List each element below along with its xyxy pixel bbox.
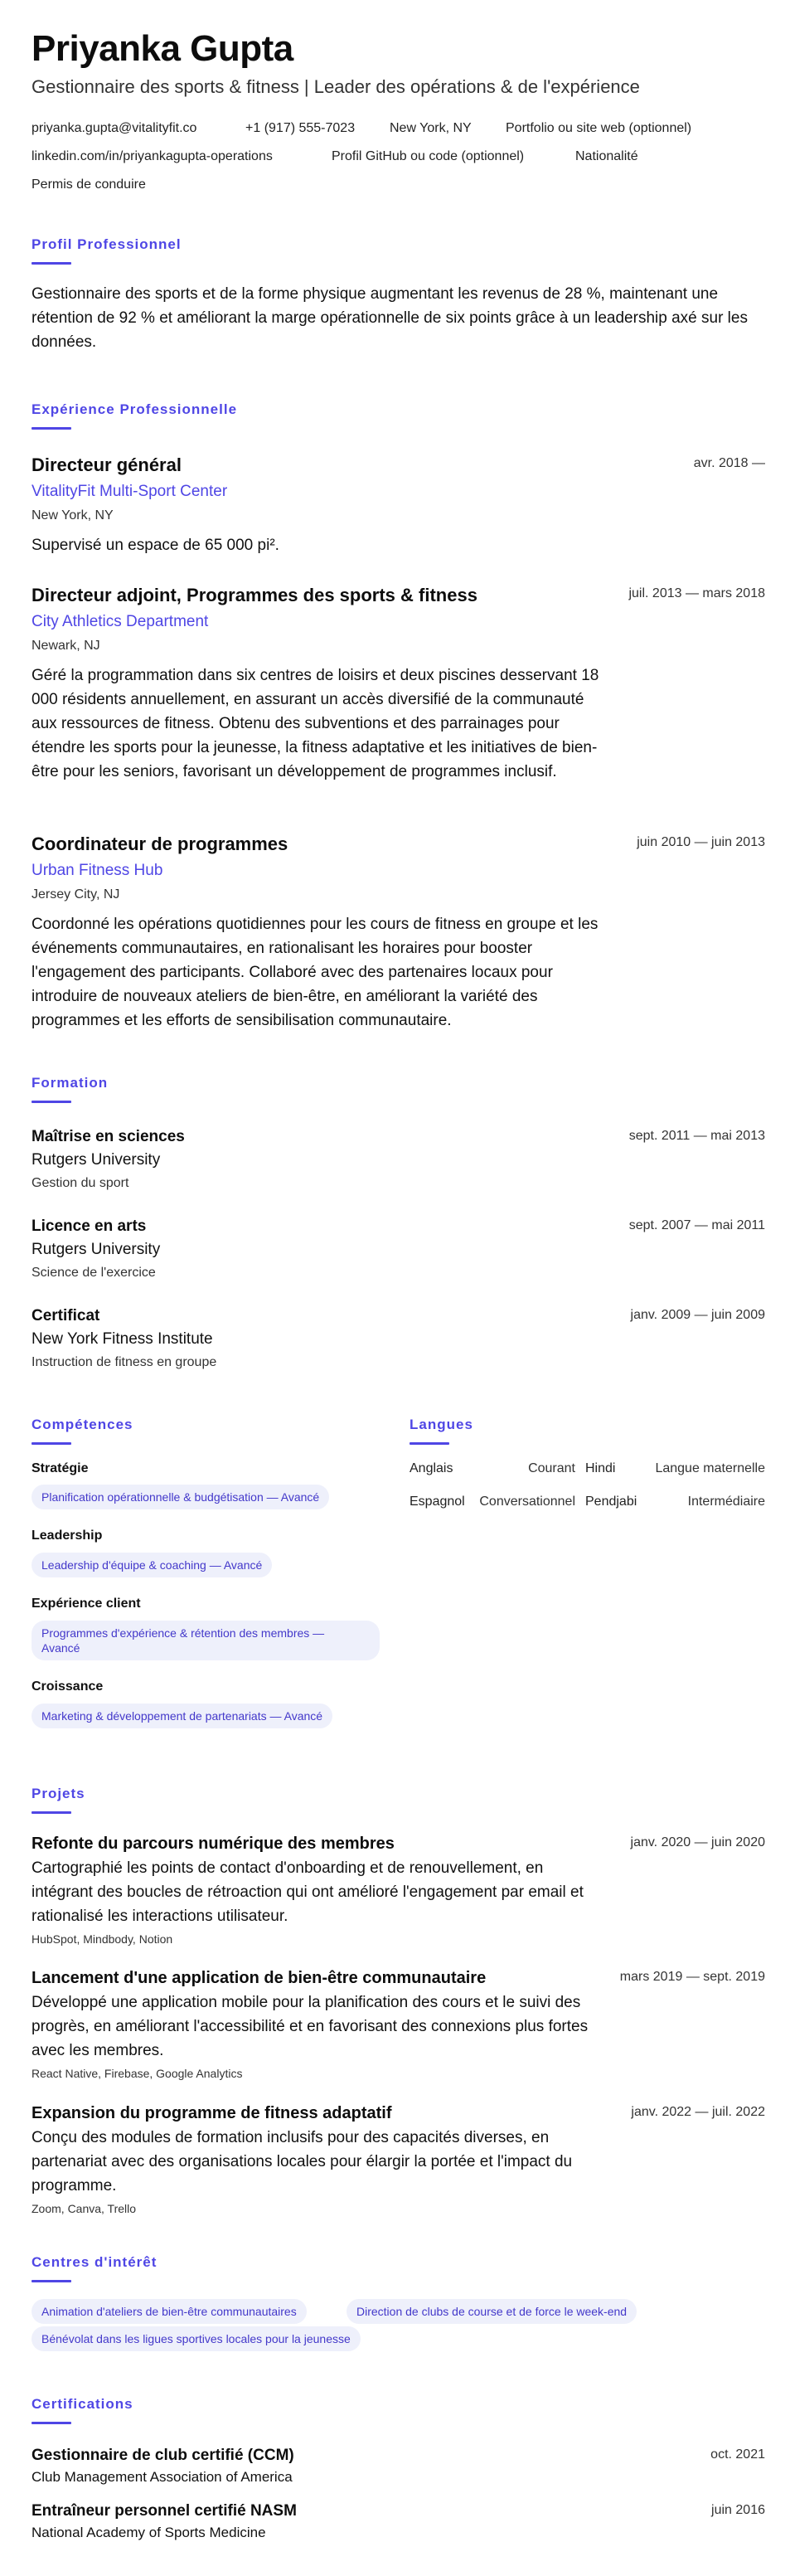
job-description: Supervisé un espace de 65 000 pi². <box>32 537 279 554</box>
certification-date: oct. 2021 <box>710 2447 765 2462</box>
project-tech: React Native, Firebase, Google Analytics <box>32 2067 243 2080</box>
field-of-study: Instruction de fitness en groupe <box>32 1355 217 1369</box>
job-dates: avr. 2018 — <box>693 456 765 470</box>
language-name: Pendjabi <box>585 1495 637 1509</box>
candidate-name: Priyanka Gupta <box>32 28 293 69</box>
skill-category: Expérience client <box>32 1597 141 1611</box>
contact-email[interactable]: priyanka.gupta@vitalityfit.co <box>32 121 197 135</box>
interest-chip: Direction de clubs de course et de force le week-end <box>347 2299 637 2324</box>
section-title-experience: Expérience Professionnelle <box>32 401 238 417</box>
language-name: Espagnol <box>410 1495 465 1509</box>
degree: Licence en arts <box>32 1218 147 1235</box>
language-level: Courant <box>528 1461 575 1475</box>
skill-chip <box>32 1621 380 1660</box>
section-title-education: Formation <box>32 1075 109 1091</box>
contact-portfolio[interactable]: Portfolio ou site web (optionnel) <box>506 121 692 135</box>
language-name: Anglais <box>410 1461 453 1475</box>
section-title-skills: Compétences <box>32 1417 133 1432</box>
section-divider <box>32 2280 71 2282</box>
contact-location: New York, NY <box>390 121 472 135</box>
section-title-interests: Centres d'intérêt <box>32 2254 158 2270</box>
candidate-headline: Gestionnaire des sports & fitness | Leader des opérations & de l'expérience <box>32 76 640 97</box>
project-name: Refonte du parcours numérique des membres <box>32 1835 395 1853</box>
certification-issuer: Club Management Association of America <box>32 2469 293 2485</box>
job-company: City Athletics Department <box>32 613 209 630</box>
education-dates: sept. 2011 — mai 2013 <box>628 1129 765 1143</box>
section-divider <box>32 1101 71 1103</box>
degree: Maîtrise en sciences <box>32 1128 185 1145</box>
section-divider <box>32 1442 71 1445</box>
language-level: Conversationnel <box>479 1495 575 1509</box>
language-name: Hindi <box>585 1461 616 1475</box>
project-name: Lancement d'une application de bien-être communautaire <box>32 1969 487 1987</box>
section-divider <box>32 427 71 430</box>
section-divider <box>410 1442 449 1445</box>
section-title-languages: Langues <box>410 1417 473 1432</box>
job-dates: juin 2010 — juin 2013 <box>637 835 765 849</box>
project-description: Cartographié les points de contact d'onboarding et de renouvellement, en intégrant des boucles de rétroaction qui ont amélioré l'engagement par email et rationalisé les interactions utilisateur. <box>32 1859 584 1925</box>
job-company: Urban Fitness Hub <box>32 862 163 879</box>
job-description: Coordonné les opérations quotidiennes pour les cours de fitness en groupe et les événements communautaires, en rationalisant les horaires pour booster l'engagement des participants. Collaboré avec des partenaires locaux pour introduire de nouveaux ateliers de bien-être, en améliorant la variété des programmes et les efforts de sensibilisation communautaire. <box>32 916 599 1029</box>
education-dates: sept. 2007 — mai 2011 <box>628 1218 765 1232</box>
school: Rutgers University <box>32 1241 161 1258</box>
contact-github[interactable]: Profil GitHub ou code (optionnel) <box>332 149 525 163</box>
skill-chip: Leadership d'équipe & coaching — Avancé <box>32 1553 272 1577</box>
project-dates: janv. 2022 — juil. 2022 <box>631 2105 765 2119</box>
section-divider <box>32 2422 71 2424</box>
section-divider <box>32 1811 71 1814</box>
school: Rutgers University <box>32 1151 161 1169</box>
interest-chip: Animation d'ateliers de bien-être communautaires <box>32 2299 307 2324</box>
contact-linkedin[interactable]: linkedin.com/in/priyankagupta-operations <box>32 149 273 163</box>
project-dates: mars 2019 — sept. 2019 <box>619 1970 765 1984</box>
section-divider <box>32 262 71 265</box>
degree: Certificat <box>32 1307 100 1324</box>
school: New York Fitness Institute <box>32 1330 213 1348</box>
skill-chip-line: Avancé <box>41 1641 80 1655</box>
language-level: Langue maternelle <box>655 1461 765 1475</box>
field-of-study: Gestion du sport <box>32 1176 129 1190</box>
project-description: Conçu des modules de formation inclusifs pour des capacités diverses, en partenariat avec des organisations locales pour élargir la portée et l'impact du programme. <box>32 2129 573 2194</box>
skill-category: Croissance <box>32 1679 104 1694</box>
job-dates: juil. 2013 — mars 2018 <box>628 586 765 600</box>
interest-chip: Bénévolat dans les ligues sportives locales pour la jeunesse <box>32 2326 361 2351</box>
section-title-projects: Projets <box>32 1786 85 1801</box>
certification-name: Entraîneur personnel certifié NASM <box>32 2502 297 2520</box>
project-tech: HubSpot, Mindbody, Notion <box>32 1932 173 1946</box>
job-location: Newark, NJ <box>32 639 100 653</box>
job-title: Directeur adjoint, Programmes des sports & fitness <box>32 585 477 605</box>
certification-date: juin 2016 <box>711 2503 765 2517</box>
project-dates: janv. 2020 — juin 2020 <box>630 1835 765 1849</box>
certification-issuer: National Academy of Sports Medicine <box>32 2525 266 2540</box>
job-location: New York, NY <box>32 508 114 522</box>
contact-phone[interactable]: +1 (917) 555-7023 <box>245 121 356 135</box>
job-title: Coordinateur de programmes <box>32 834 288 854</box>
field-of-study: Science de l'exercice <box>32 1266 156 1280</box>
project-description: Développé une application mobile pour la planification des cours et le suivi des progrès, en améliorant l'accessibilité et en favorisant des connexions plus fortes avec les membres. <box>32 1994 589 2059</box>
contact-nationality: Nationalité <box>575 149 638 163</box>
skill-chip-line: Programmes d'expérience & rétention des membres — <box>41 1626 325 1640</box>
skill-chip: Marketing & développement de partenariats — Avancé <box>32 1704 332 1728</box>
contact-license: Permis de conduire <box>32 177 146 192</box>
job-company: VitalityFit Multi-Sport Center <box>32 483 228 500</box>
skill-chip: Planification opérationnelle & budgétisation — Avancé <box>32 1485 329 1509</box>
job-title: Directeur général <box>32 454 182 475</box>
profile-summary: Gestionnaire des sports et de la forme physique augmentant les revenus de 28 %, maintenant une rétention de 92 % et améliorant la marge opérationnelle de six points grâce à un leadership axé sur les données. <box>32 285 748 351</box>
project-name: Expansion du programme de fitness adaptatif <box>32 2104 392 2122</box>
education-dates: janv. 2009 — juin 2009 <box>630 1308 765 1322</box>
section-title-certifications: Certifications <box>32 2396 133 2412</box>
job-location: Jersey City, NJ <box>32 887 120 902</box>
skill-category: Leadership <box>32 1529 103 1543</box>
language-level: Intermédiaire <box>687 1495 765 1509</box>
job-description: Géré la programmation dans six centres de loisirs et deux piscines desservant 18 000 résidents annuellement, en assurant un accès diversifié de la communauté aux ressources de fitness. Obtenu des subventions et des parrainages pour étendre les sports pour la jeunesse, la fitness adaptative et les initiatives de bien-être pour les seniors, favorisant un développement de programmes inclusif. <box>32 667 599 780</box>
section-title-profile: Profil Professionnel <box>32 236 182 252</box>
skill-category: Stratégie <box>32 1461 89 1475</box>
project-tech: Zoom, Canva, Trello <box>32 2202 137 2215</box>
certification-name: Gestionnaire de club certifié (CCM) <box>32 2447 294 2464</box>
